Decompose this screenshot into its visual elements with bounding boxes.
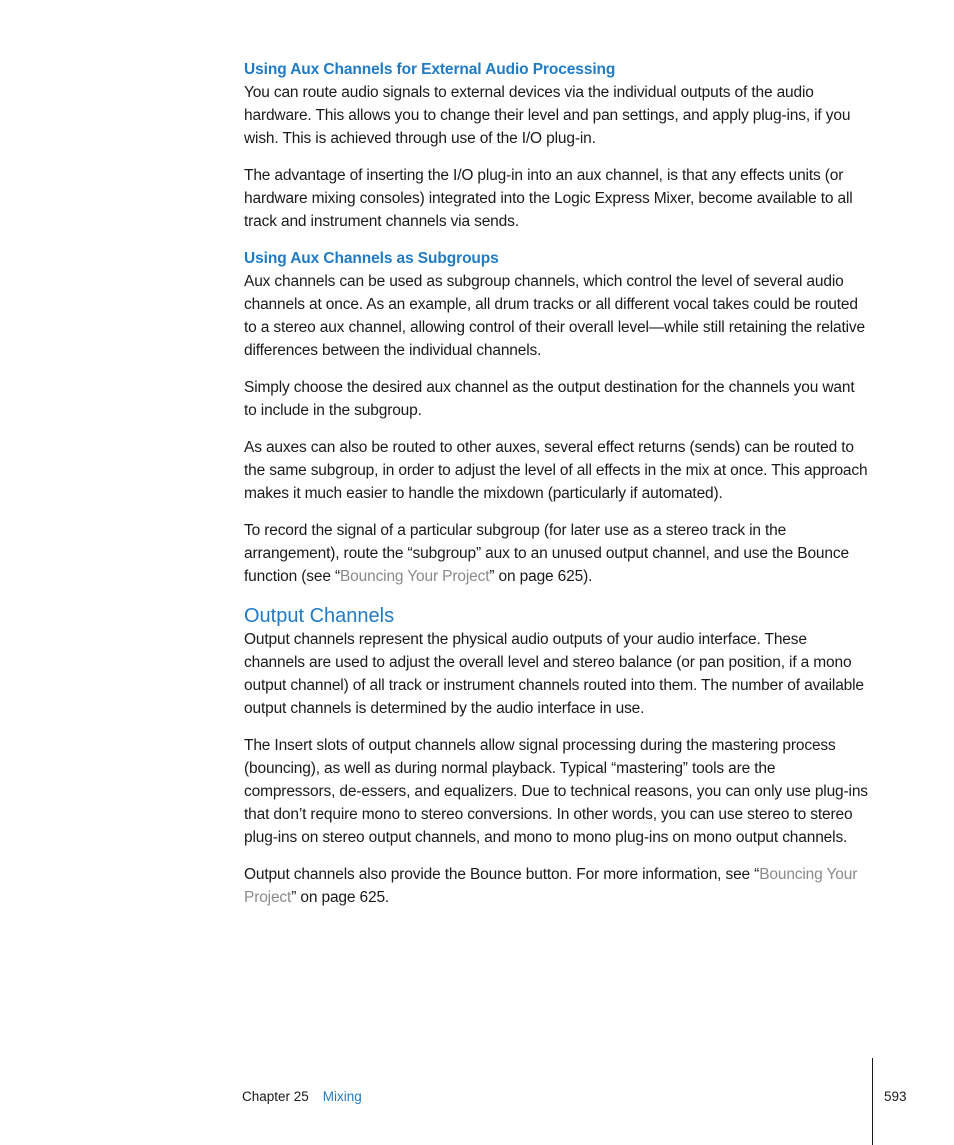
paragraph: As auxes can also be routed to other auxes, several effect returns (sends) can be routed to the same subgroup, in order to adjust the level of all effects in the mix at once. This approach makes it much easier to handle the mixdown (particularly if automated). [244,439,868,502]
footer-divider [872,1058,873,1145]
page-footer [242,1088,362,1106]
text-span: To record the signal of a particular subgroup (for later use as a stereo track in the arrangement), route the “subgroup” aux to an unused output channel, and use the Bounce function (see “ [244,522,849,585]
paragraph-with-link [244,519,870,588]
section-heading-external-audio: Using Aux Channels for External Audio Processing [244,61,616,78]
footer-chapter: Chapter 25 [242,1089,309,1104]
bouncing-your-project-link[interactable]: Bouncing Your Project [339,568,490,585]
text-span: Output channels also provide the Bounce button. For more information, see “ [244,866,760,883]
paragraph: The advantage of inserting the I/O plug-in into an aux channel, is that any effects units (or hardware mixing consoles) integrated into the Logic Express Mixer, become available to all track and instrument channels via sends. [244,167,853,230]
page-content [244,58,870,909]
paragraph: You can route audio signals to external devices via the individual outputs of the audio hardware. This allows you to change their level and pan settings, and apply plug-ins, if you wish. This is achieved through use of the I/O plug-in. [244,84,851,147]
bouncing-your-project-link[interactable]: Bouncing Your Project [244,866,858,906]
paragraph: The Insert slots of output channels allow signal processing during the mastering process (bouncing), as well as during normal playback. Typical “mastering” tools are the compressors, de-essers, and equalizers. Due to technical reasons, you can only use plug-ins that don’t require mono to stereo conversions. In other words, you can use stereo to stereo plug-ins on stereo output channels, and mono to mono plug-ins on mono output channels. [244,737,868,846]
paragraph-with-link [244,863,870,909]
output-channels-heading: Output Channels [244,605,395,627]
text-span: ” on page 625. [291,889,390,906]
section-heading-subgroups: Using Aux Channels as Subgroups [244,250,499,267]
paragraph: Aux channels can be used as subgroup channels, which control the level of several audio channels at once. As an example, all drum tracks or all different vocal takes could be routed to a stereo aux channel, allowing control of their overall level—while still retaining the relative differences between the individual channels. [244,273,865,359]
page-number: 593 [884,1089,907,1104]
paragraph: Output channels represent the physical audio outputs of your audio interface. These channels are used to adjust the overall level and stereo balance (or pan position, if a mono output channel) of all track or instrument channels routed into them. The number of available output channels is determined by the audio interface in use. [244,631,864,717]
footer-section-link[interactable]: Mixing [322,1089,362,1104]
text-span: ” on page 625). [489,568,593,585]
paragraph: Simply choose the desired aux channel as the output destination for the channels you want to include in the subgroup. [244,379,855,419]
